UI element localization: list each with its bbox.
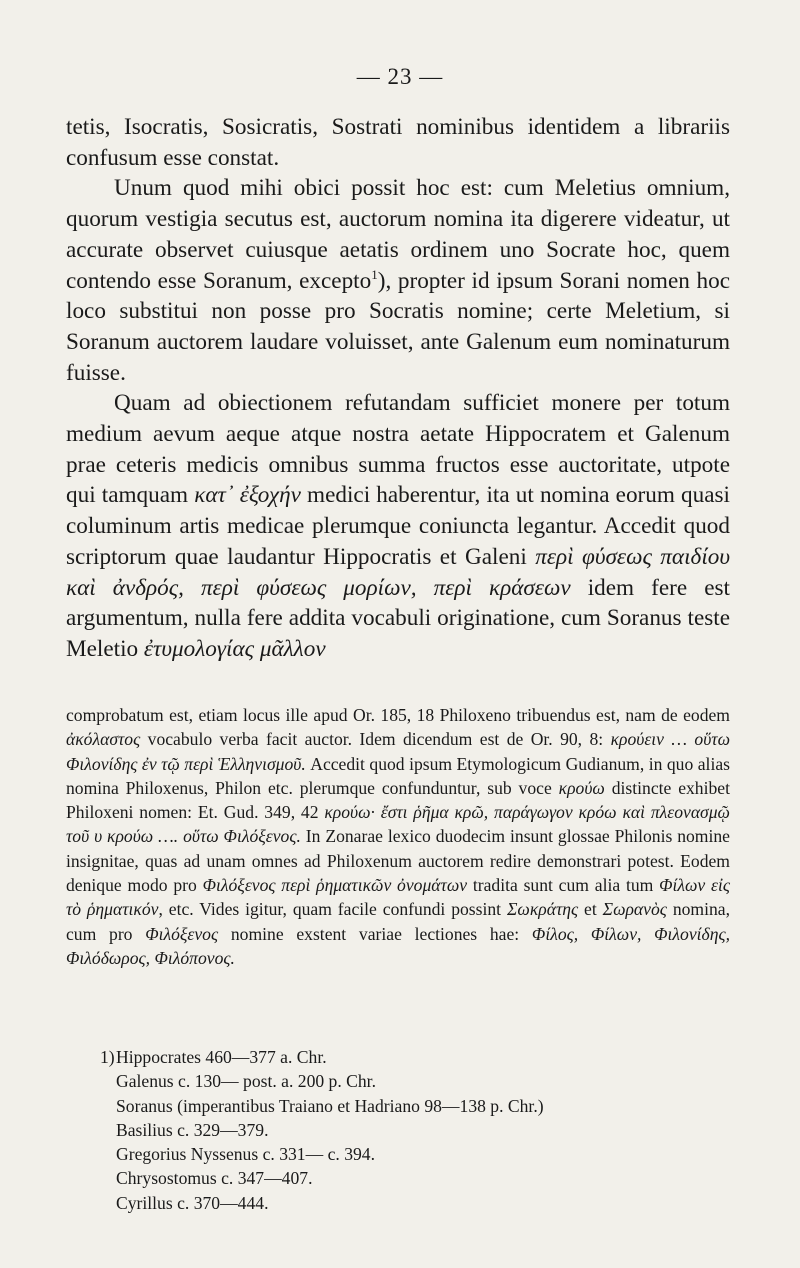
paragraph bbox=[66, 112, 730, 173]
latin-text: In Zonarae lexico duodecim insunt glossae Philonis nomine insignitae, quas ad unam omnes ad Philoxenum auctorem redire demonstrari potest. Eodem denique modo pro bbox=[66, 826, 730, 896]
greek-text: Φιλόξενος περὶ ῥηματικῶν ὀνομάτων bbox=[202, 875, 468, 896]
latin-text: Unum quod mihi obici possit hoc est: cum Meletius omnium, quorum vestigia secutus est, auctorum nomina ita digerere videatur, ut accurate observet cuiusque aetatis ordinem uno Socrate hoc, quem contendo esse Soranum, excepto bbox=[66, 175, 730, 294]
latin-text: medici haberentur, ita ut nomina eorum quasi columinum artis medicae plerumque coniuncta legantur. Accedit quod scriptorum quae laudantur Hippocratis et Galeni bbox=[66, 482, 730, 570]
latin-text: distincte exhibet Philoxeni nomen: Et. Gud. 349, 42 bbox=[66, 777, 730, 823]
chronology-text: Cyrillus c. 370—444. bbox=[116, 1192, 269, 1213]
latin-text: comprobatum est, etiam locus ille apud Or. 185, 18 Philoxeno tribuendus est, nam de eodem bbox=[66, 705, 730, 725]
greek-text: Φιλόξενος bbox=[145, 923, 219, 944]
latin-text: idem fere est argumentum, nulla fere addita vocabuli originatione, cum Soranus teste Meletio bbox=[66, 574, 730, 662]
greek-text: κρούω bbox=[558, 777, 605, 798]
latin-text: et bbox=[578, 899, 603, 920]
greek-text: Σωρανὸς bbox=[602, 899, 667, 920]
chronology-entry bbox=[66, 1069, 730, 1093]
latin-text: nomine exstent variae lectiones hae: bbox=[218, 923, 532, 944]
greek-text: Σωκράτης bbox=[506, 899, 579, 920]
paragraph bbox=[66, 388, 730, 664]
greek-text: κρούειν … οὕτω Φιλονίδης ἐν τῷ περὶ Ἑλληνισμοῦ. bbox=[66, 729, 730, 774]
chronology-entry bbox=[66, 1094, 730, 1118]
greek-text: κρούω· ἔστι ῥῆμα κρῶ, παράγωγον κρόω καὶ πλεονασμῷ τοῦ υ κρούω …. οὕτω Φιλόξενος. bbox=[66, 802, 730, 847]
chronology-entry: 1)Hippocrates 460—377 a. Chr. bbox=[100, 1047, 327, 1067]
footnote-chronology bbox=[66, 1045, 730, 1215]
greek-text: Φίλων εἰς τὸ ῥηματικόν bbox=[66, 875, 730, 920]
latin-text: tradita sunt cum alia tum bbox=[467, 875, 660, 896]
greek-text: ἐτυμολογίας μᾶλλον bbox=[143, 635, 326, 662]
greek-text: Φίλος, Φίλων, Φιλονίδης, Φιλόδωρος, Φιλόπονος. bbox=[66, 923, 730, 968]
latin-text: nomina, cum pro bbox=[66, 899, 730, 944]
chronology-text: Chrysostomus c. 347—407. bbox=[116, 1168, 313, 1189]
chronology-entry bbox=[66, 1142, 730, 1166]
greek-text: κατ᾽ ἐξοχήν bbox=[194, 482, 301, 509]
greek-text: περὶ φύσεως παιδίου καὶ ἀνδρός, περὶ φύσεως μορίων, περὶ κράσεων bbox=[66, 543, 730, 601]
footnote-continuation bbox=[66, 703, 730, 970]
latin-text: tetis, Isocratis, Sosicratis, Sostrati nominibus identidem a librariis confusum esse constat. bbox=[66, 114, 730, 171]
chronology-text: Basilius c. 329—379. bbox=[116, 1119, 269, 1140]
latin-text: ), propter id ipsum Sorani nomen hoc loco substitui non posse pro Socratis nomine; certe Meletium, si Soranum auctorem laudare voluisset, ante Galenum eum nominaturum fuisse. bbox=[66, 267, 730, 386]
chronology-text: Hippocrates 460—377 a. Chr. bbox=[116, 1047, 327, 1067]
latin-text: Accedit quod ipsum Etymologicum Gudianum, in quo alias nomina Philoxenus, Philon etc. plerumque confunduntur, sub voce bbox=[66, 753, 730, 798]
footnote-paragraph bbox=[66, 703, 730, 970]
chronology-text: Soranus (imperantibus Traiano et Hadriano 98—138 p. Chr.) bbox=[116, 1095, 544, 1116]
chronology-text: Gregorius Nyssenus c. 331— c. 394. bbox=[116, 1144, 375, 1165]
page-number: — 23 — bbox=[356, 64, 444, 89]
paragraph bbox=[66, 173, 730, 388]
chronology-text: Galenus c. 130— post. a. 200 p. Chr. bbox=[116, 1071, 376, 1092]
chronology-entry bbox=[66, 1166, 730, 1190]
latin-text: Quam ad obiectionem refutandam sufficiet monere per totum medium aevum aeque atque nostra aetate Hippocratem et Galenum prae ceteris medicis omnibus summa fructos esse auctoritate, utpote qui tamquam bbox=[66, 390, 730, 509]
latin-text: vocabulo verba facit auctor. Idem dicendum est de Or. 90, 8: bbox=[140, 729, 611, 750]
footnote-marker: 1 bbox=[371, 266, 378, 282]
chronology-entry bbox=[66, 1191, 730, 1215]
main-text bbox=[66, 112, 730, 665]
latin-text: , etc. Vides igitur, quam facile confundi possint bbox=[158, 899, 507, 920]
chronology-entry bbox=[66, 1118, 730, 1142]
greek-text: ἀκόλαστος bbox=[66, 729, 141, 750]
